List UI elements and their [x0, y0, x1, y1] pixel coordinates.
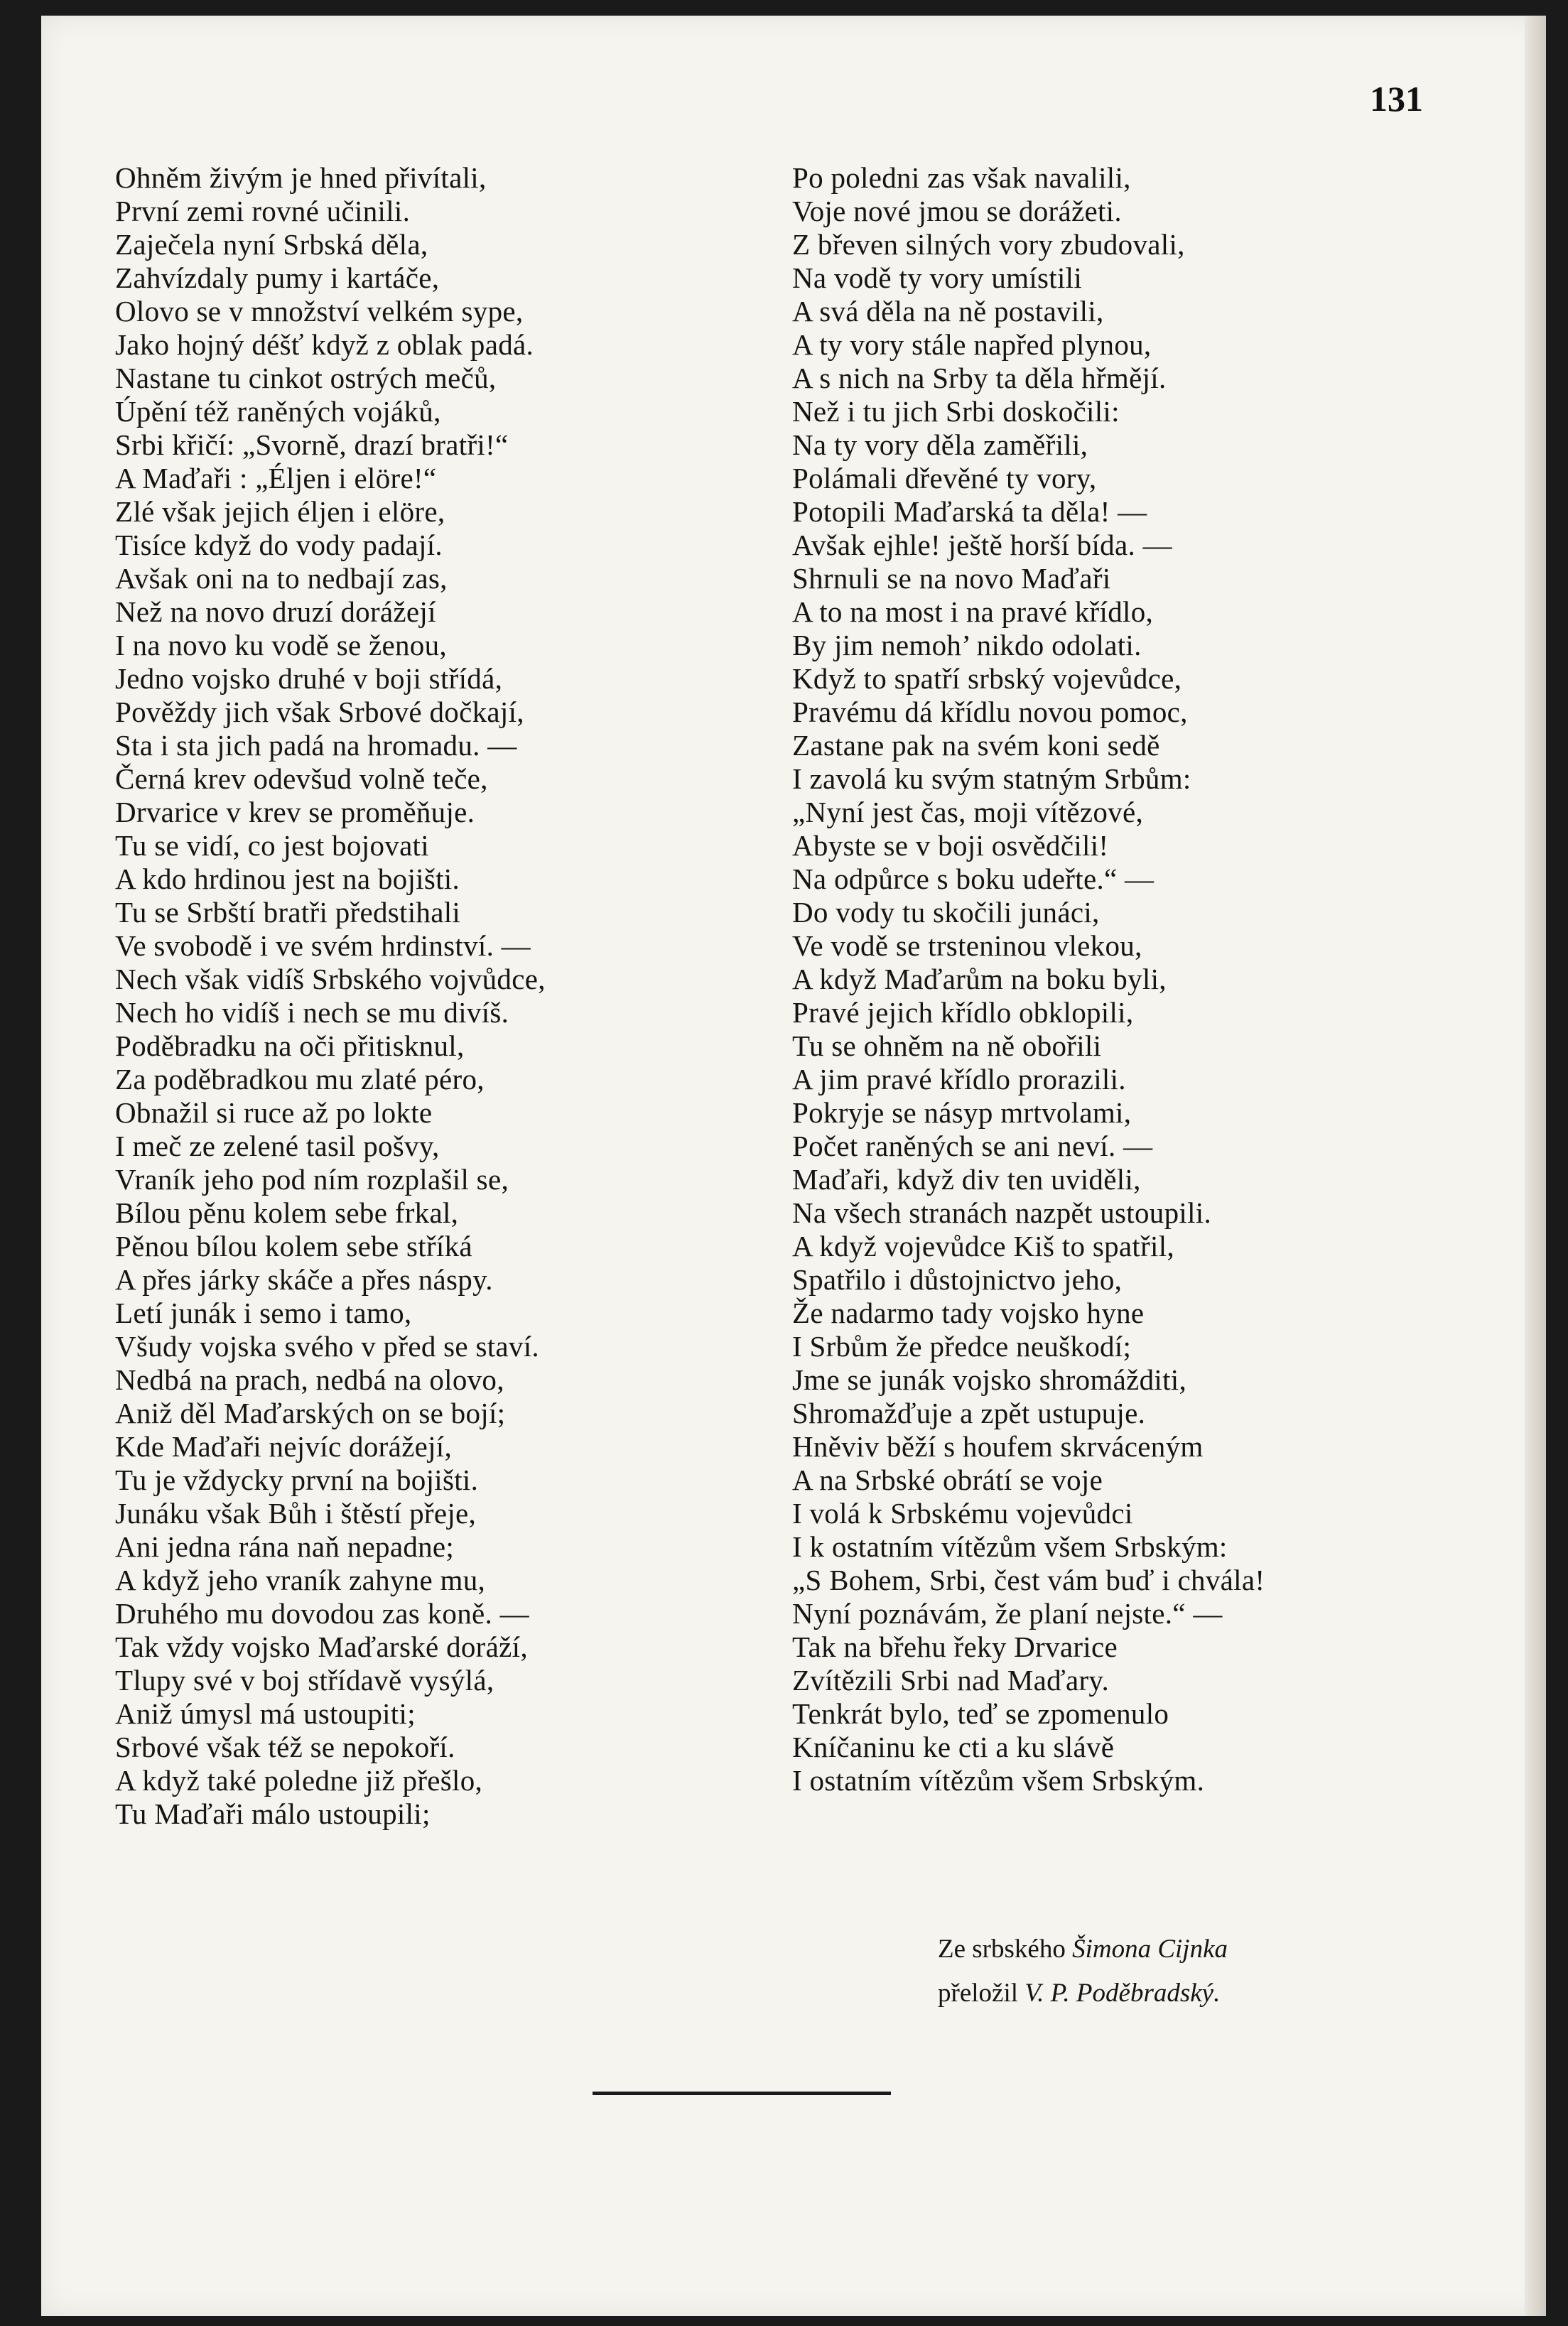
translator-name: V. P. Poděbradský.	[1024, 1979, 1221, 2008]
poem-column-right	[792, 161, 1510, 1797]
poem-line: Nastane tu cinkot ostrých mečů,	[115, 362, 497, 394]
poem-line: I zavolá ku svým statným Srbům:	[792, 762, 1191, 795]
poem-line: Junáku však Bůh i štěstí přeje,	[115, 1497, 477, 1530]
poem-line: Srbové však též se nepokoří.	[115, 1731, 455, 1763]
poem-line: I meč ze zelené tasil pošvy,	[115, 1130, 440, 1162]
poem-line: Zahvízdaly pumy i kartáče,	[115, 261, 440, 294]
poem-line: Kníčaninu ke cti a ku slávě	[792, 1731, 1115, 1763]
translator-credit	[938, 1978, 1220, 2008]
poem-line: Pověždy jich však Srbové dočkají,	[115, 696, 524, 728]
poem-line: Na všech stranách nazpět ustoupili.	[792, 1196, 1212, 1229]
poem-line: Nech ho vidíš i nech se mu divíš.	[115, 996, 509, 1029]
poem-line: A přes járky skáče a přes náspy.	[115, 1263, 493, 1296]
poem-column-left	[115, 161, 797, 1831]
poem-line: Tu se vidí, co jest bojovati	[115, 829, 429, 862]
source-credit-prefix: Ze srbského	[938, 1935, 1073, 1964]
poem-line: Avšak ejhle! ještě horší bída. —	[792, 529, 1172, 561]
poem-line: Olovo se v množství velkém sype,	[115, 295, 524, 328]
poem-line: Sta i sta jich padá na hromadu. —	[115, 729, 517, 762]
poem-line: Ani jedna rána naň nepadne;	[115, 1530, 455, 1563]
poem-line: A jim pravé křídlo prorazili.	[792, 1063, 1126, 1096]
poem-line: Polámali dřevěné ty vory,	[792, 462, 1097, 494]
poem-line: Spatřilo i důstojnictvo jeho,	[792, 1263, 1123, 1296]
poem-line: Tisíce když do vody padají.	[115, 529, 443, 561]
poem-line: Vraník jeho pod ním rozplašil se,	[115, 1163, 509, 1196]
poem-line: Počet raněných se ani neví. —	[792, 1130, 1153, 1162]
poem-line: I Srbům že předce neuškodí;	[792, 1330, 1132, 1363]
poem-line: Aniž úmysl má ustoupiti;	[115, 1697, 416, 1730]
poem-line: Že nadarmo tady vojsko hyne	[792, 1297, 1145, 1329]
poem-line: A na Srbské obrátí se voje	[792, 1464, 1103, 1496]
poem-line: Pravému dá křídlu novou pomoc,	[792, 696, 1188, 728]
poem-line: Jako hojný déšť když z oblak padá.	[115, 328, 534, 361]
poem-line: Nedbá na prach, nedbá na olovo,	[115, 1363, 504, 1396]
poem-line: Tlupy své v boj střídavě vysýlá,	[115, 1664, 494, 1697]
poem-line: I na novo ku vodě se ženou,	[115, 629, 447, 661]
poem-line: Potopili Maďarská ta děla! —	[792, 495, 1147, 528]
poem-line: A když jeho vraník zahyne mu,	[115, 1564, 486, 1596]
page-number: 131	[1370, 79, 1423, 119]
poem-line: Nech však vidíš Srbského vojvůdce,	[115, 963, 546, 995]
poem-line: Hněviv běží s houfem skrváceným	[792, 1430, 1204, 1463]
poem-line: Všudy vojska svého v před se staví.	[115, 1330, 539, 1363]
poem-line: A to na most i na pravé křídlo,	[792, 595, 1154, 628]
source-author: Šimona Cijnka	[1072, 1935, 1228, 1964]
poem-line: Tak na břehu řeky Drvarice	[792, 1630, 1118, 1663]
poem-line: Do vody tu skočili junáci,	[792, 896, 1100, 929]
poem-line: Zaječela nyní Srbská děla,	[115, 228, 428, 261]
poem-line: Než i tu jich Srbi doskočili:	[792, 395, 1120, 428]
poem-line: Z břeven silných vory zbudovali,	[792, 228, 1185, 261]
poem-line: Než na novo druzí dorážejí	[115, 595, 436, 628]
poem-line: A svá děla na ně postavili,	[792, 295, 1104, 328]
poem-line: Zlé však jejich éljen i elöre,	[115, 495, 445, 528]
poem-line: „Nyní jest čas, moji vítězové,	[792, 796, 1144, 828]
poem-line: Kde Maďaři nejvíc dorážejí,	[115, 1430, 453, 1463]
poem-line: Tu je vždycky první na bojišti.	[115, 1464, 479, 1496]
poem-line: Voje nové jmou se dorážeti.	[792, 195, 1122, 227]
poem-line: Shrnuli se na novo Maďaři	[792, 562, 1111, 595]
poem-line: Zastane pak na svém koni sedě	[792, 729, 1160, 762]
poem-line: Ve svobodě i ve svém hrdinství. —	[115, 929, 531, 962]
poem-line: I volá k Srbskému vojevůdci	[792, 1497, 1133, 1530]
poem-line: A s nich na Srby ta děla hřmějí.	[792, 362, 1167, 394]
poem-line: Druhého mu dovodou zas koně. —	[115, 1597, 529, 1630]
poem-line: Po poledni zas však navalili,	[792, 161, 1131, 194]
poem-line: I k ostatním vítězům všem Srbským:	[792, 1530, 1228, 1563]
poem-line: Úpění též raněných vojáků,	[115, 395, 441, 428]
poem-line: Pravé jejich křídlo obklopili,	[792, 996, 1134, 1029]
poem-line: Jedno vojsko druhé v boji střídá,	[115, 662, 503, 695]
poem-line: A kdo hrdinou jest na bojišti.	[115, 862, 460, 895]
poem-line: Tu se ohněm na ně obořili	[792, 1029, 1102, 1062]
poem-line: Poděbradku na oči přitisknul,	[115, 1029, 465, 1062]
poem-line: Letí junák i semo i tamo,	[115, 1297, 412, 1329]
poem-line: Ve vodě se trsteninou vlekou,	[792, 929, 1142, 962]
poem-line: Bílou pěnu kolem sebe frkal,	[115, 1196, 459, 1229]
document-page	[41, 16, 1546, 2316]
translator-credit-prefix: přeložil	[938, 1979, 1025, 2008]
poem-line: Ohněm živým je hned přivítali,	[115, 161, 487, 194]
poem-line: Na ty vory děla zaměřili,	[792, 428, 1088, 461]
poem-line: Nyní poznávám, že planí nejste.“ —	[792, 1597, 1223, 1630]
poem-line: Abyste se v boji osvědčili!	[792, 829, 1109, 862]
poem-line: Drvarice v krev se proměňuje.	[115, 796, 475, 828]
poem-line: A když Maďarům na boku byli,	[792, 963, 1167, 995]
poem-line: A když také poledne již přešlo,	[115, 1764, 483, 1797]
poem-line: Černá krev odevšud volně teče,	[115, 762, 488, 795]
poem-line: A ty vory stále napřed plynou,	[792, 328, 1152, 361]
closing-rule	[593, 2092, 891, 2095]
poem-line: Aniž děl Maďarských on se bojí;	[115, 1397, 506, 1429]
poem-line: První zemi rovné učinili.	[115, 195, 411, 227]
poem-line: Jme se junák vojsko shromážditi,	[792, 1363, 1187, 1396]
poem-line: Srbi křičí: „Svorně, drazí bratři!“	[115, 428, 509, 461]
poem-line: Pokryje se násyp mrtvolami,	[792, 1096, 1132, 1129]
poem-line: Maďaři, když div ten uviděli,	[792, 1163, 1141, 1196]
poem-line: Na vodě ty vory umístili	[792, 261, 1083, 294]
poem-line: A Maďaři : „Éljen i elöre!“	[115, 462, 437, 494]
poem-line: By jim nemoh’ nikdo odolati.	[792, 629, 1142, 661]
source-credit	[938, 1934, 1228, 1964]
poem-line: Pěnou bílou kolem sebe stříká	[115, 1230, 472, 1262]
poem-line: „S Bohem, Srbi, čest vám buď i chvála!	[792, 1564, 1265, 1596]
poem-line: Tenkrát bylo, teď se zpomenulo	[792, 1697, 1169, 1730]
poem-line: Tu Maďaři málo ustoupili;	[115, 1797, 431, 1830]
page-edge-shadow	[1525, 16, 1546, 2316]
poem-line: Tu se Srbští bratři předstihali	[115, 896, 461, 929]
poem-line: A když vojevůdce Kiš to spatřil,	[792, 1230, 1174, 1262]
poem-line: Na odpůrce s boku udeřte.“ —	[792, 862, 1155, 895]
poem-line: Zvítězili Srbi nad Maďary.	[792, 1664, 1110, 1697]
poem-line: Tak vždy vojsko Maďarské doráží,	[115, 1630, 528, 1663]
poem-line: Když to spatří srbský vojevůdce,	[792, 662, 1182, 695]
poem-line: Obnažil si ruce až po lokte	[115, 1096, 433, 1129]
poem-line: Za poděbradkou mu zlaté péro,	[115, 1063, 485, 1096]
poem-line: I ostatním vítězům všem Srbským.	[792, 1764, 1205, 1797]
poem-line: Shromažďuje a zpět ustupuje.	[792, 1397, 1146, 1429]
poem-line: Avšak oni na to nedbají zas,	[115, 562, 448, 595]
